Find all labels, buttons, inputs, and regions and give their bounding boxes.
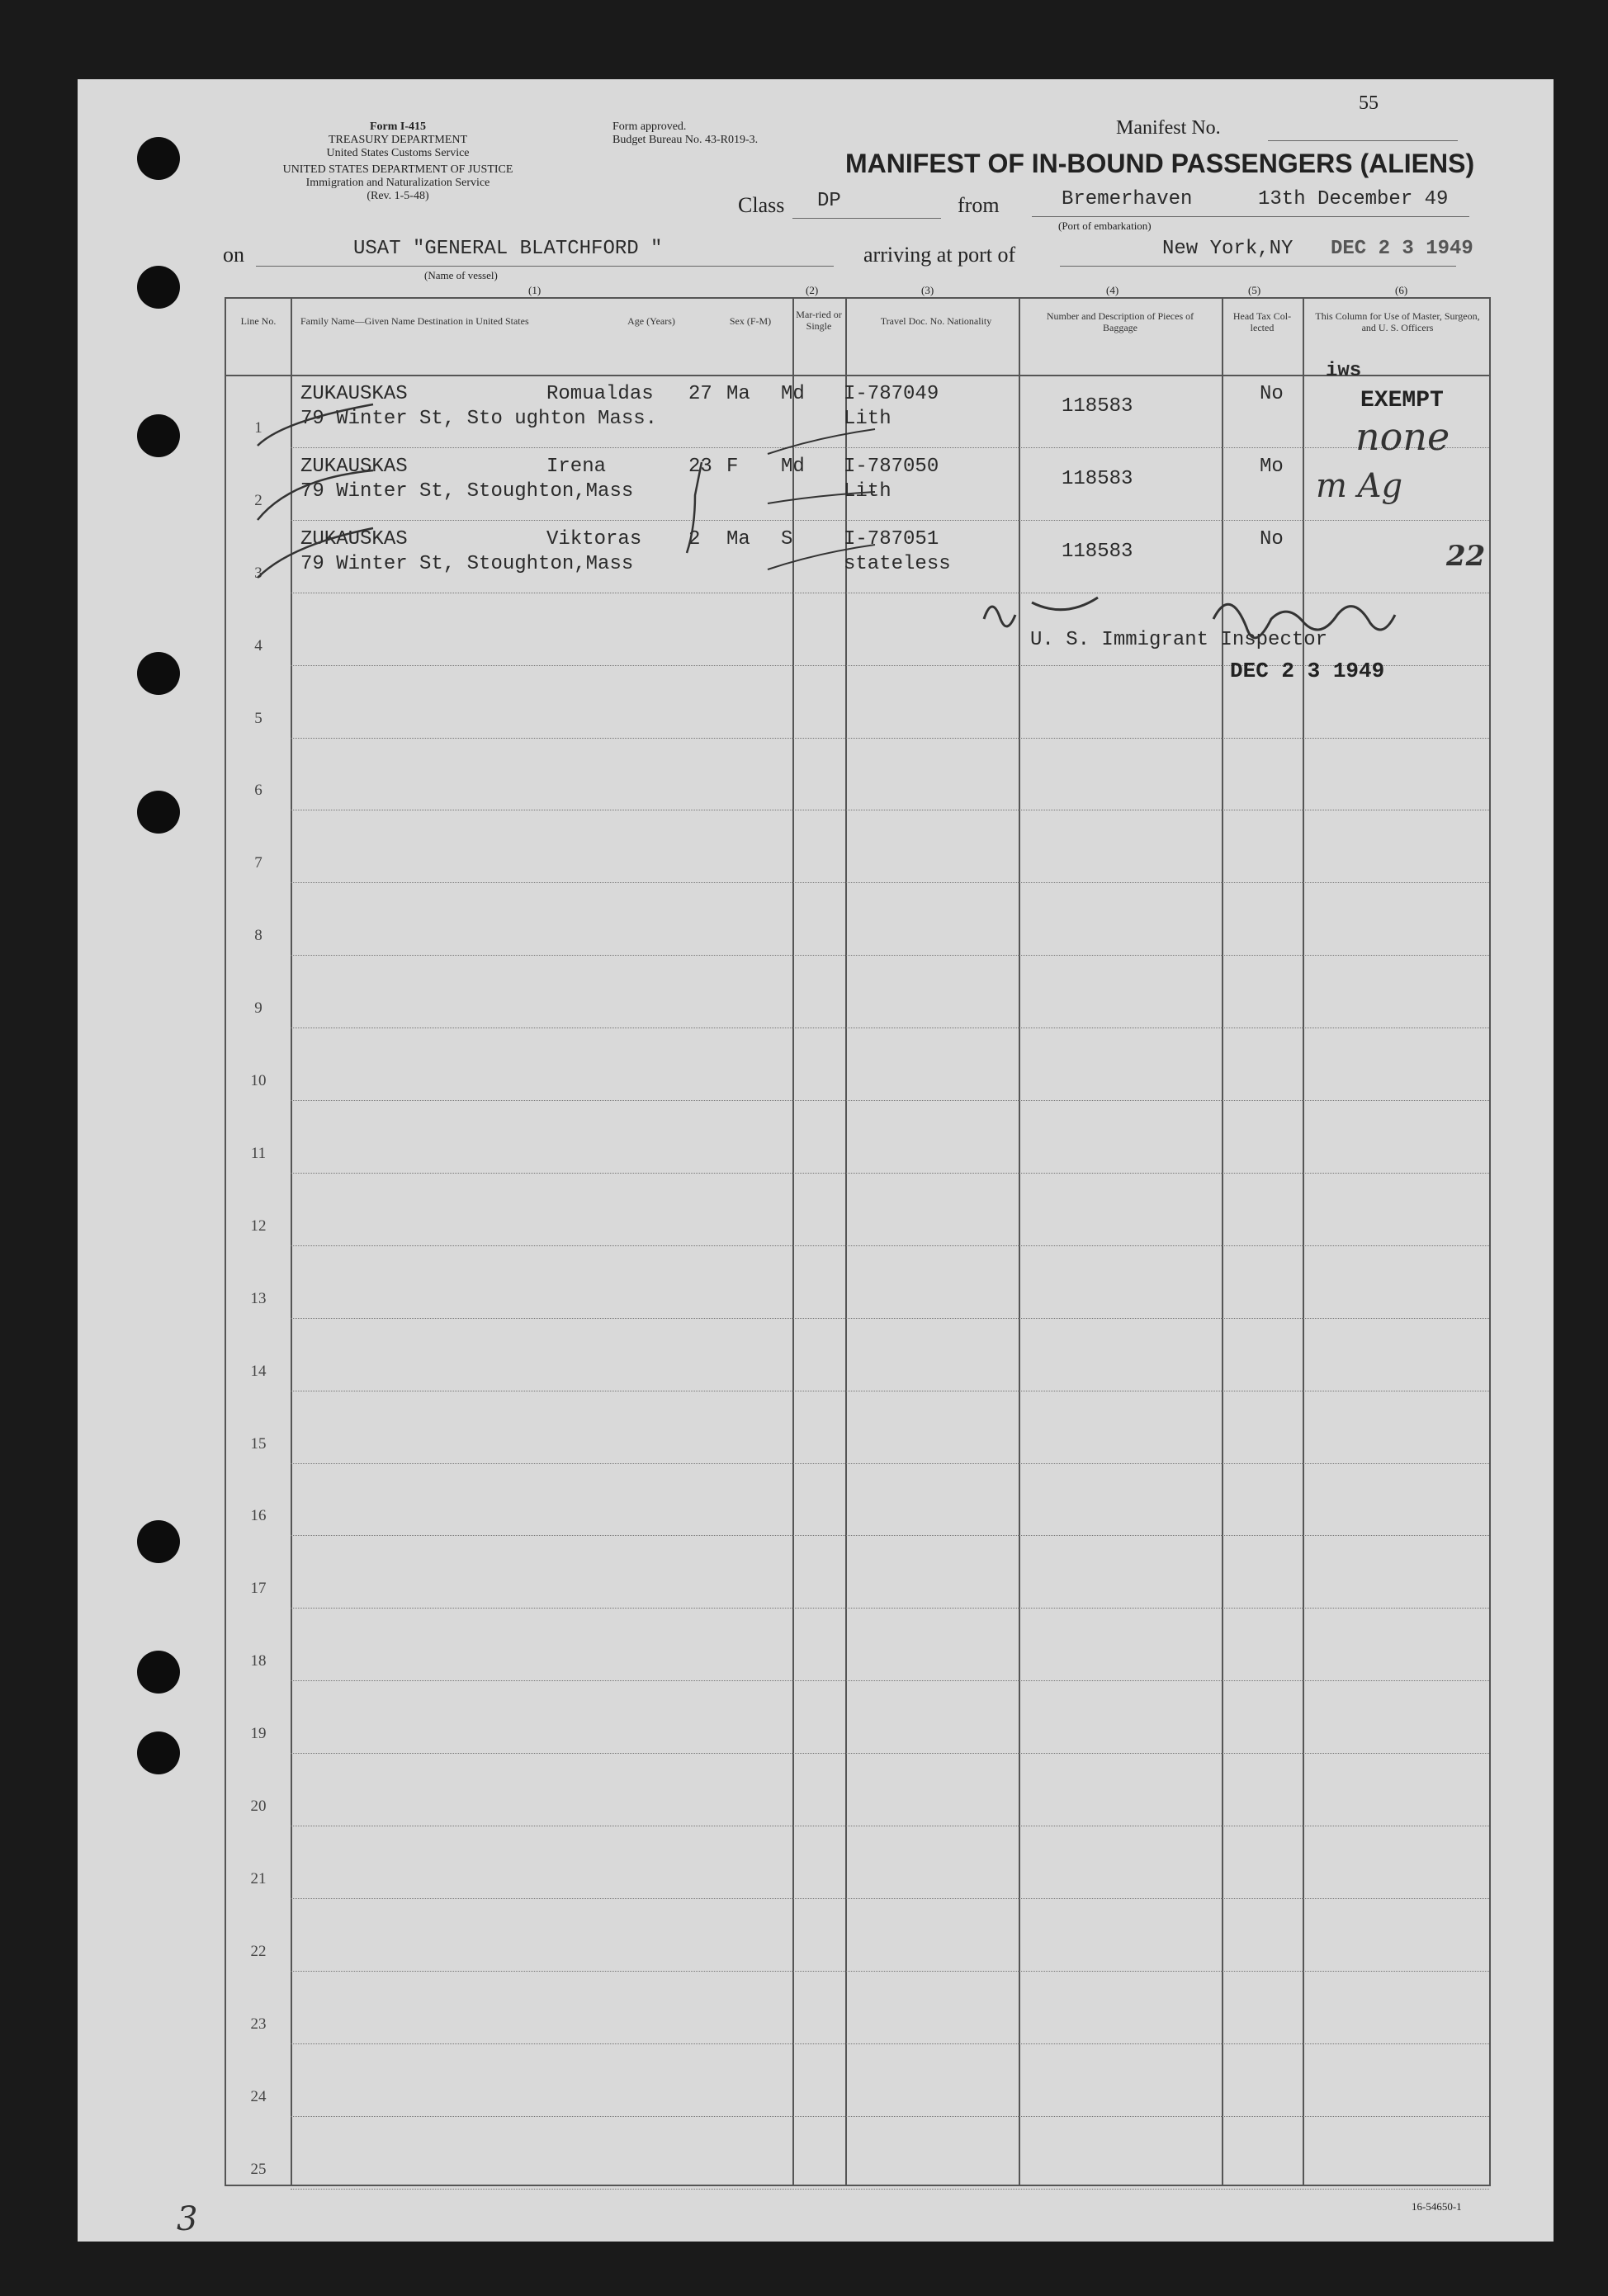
line-number: 22 bbox=[250, 1942, 267, 1960]
line-number: 3 bbox=[254, 564, 262, 582]
row-rule bbox=[291, 1245, 1489, 1246]
row-rule bbox=[291, 1100, 1489, 1101]
row-rule bbox=[291, 1535, 1489, 1536]
passenger-nationality: Lith bbox=[844, 408, 891, 430]
line-number: 18 bbox=[250, 1652, 267, 1670]
punch-hole bbox=[137, 414, 180, 457]
passenger-destination: 79 Winter St, Sto ughton Mass. bbox=[300, 408, 658, 430]
line-number: 13 bbox=[250, 1289, 267, 1307]
line-number: 5 bbox=[254, 709, 262, 727]
justice-dept: UNITED STATES DEPARTMENT OF JUSTICE bbox=[282, 163, 513, 176]
handwritten-note-3: 22 bbox=[1446, 540, 1486, 573]
col-head-officers: This Column for Use of Master, Surgeon, and U. S. Officers bbox=[1315, 310, 1480, 333]
line-number: 1 bbox=[254, 418, 262, 437]
line-number: 20 bbox=[250, 1798, 267, 1815]
class-label: Class bbox=[738, 193, 785, 217]
passenger-marital-status: Md bbox=[781, 383, 805, 405]
iws-mark: iws bbox=[1326, 360, 1362, 382]
passenger-travel-doc: I-787049 bbox=[844, 383, 939, 405]
col-num-5: (5) bbox=[1248, 284, 1261, 296]
line-number: 21 bbox=[250, 1869, 267, 1887]
row-rule bbox=[291, 1318, 1489, 1319]
form-approval bbox=[612, 120, 758, 147]
col-head-married: Mar-ried or Single bbox=[796, 309, 842, 332]
row-rule bbox=[291, 882, 1489, 883]
line-number: 12 bbox=[250, 1217, 267, 1235]
from-line bbox=[1032, 216, 1469, 217]
class-line bbox=[792, 218, 941, 219]
line-number: 16 bbox=[250, 1507, 267, 1525]
manifest-no-label: Manifest No. bbox=[1116, 117, 1221, 139]
passenger-head-tax: Mo bbox=[1260, 455, 1284, 478]
passenger-nationality: Lith bbox=[844, 480, 891, 503]
passenger-marital-status: S bbox=[781, 527, 793, 550]
row-rule bbox=[291, 1680, 1489, 1681]
arrival-port: New York,NY bbox=[1162, 238, 1293, 260]
row-rule bbox=[291, 2116, 1489, 2117]
col-head-line: Line No. bbox=[240, 315, 277, 327]
row-rule bbox=[291, 955, 1489, 956]
line-number: 14 bbox=[250, 1362, 267, 1380]
embark-port: Bremerhaven bbox=[1062, 188, 1193, 210]
punch-hole bbox=[137, 1731, 180, 1774]
row-rule bbox=[291, 1971, 1489, 1972]
col-num-6: (6) bbox=[1395, 284, 1408, 296]
budget-text: Budget Bureau No. 43-R019-3. bbox=[612, 134, 759, 146]
form-header-left bbox=[216, 120, 579, 203]
passenger-age: 2 bbox=[688, 527, 701, 550]
col-head-tax: Head Tax Col-lected bbox=[1232, 310, 1292, 333]
line-number: 15 bbox=[250, 1434, 267, 1453]
check-marks bbox=[239, 396, 933, 611]
line-number: 10 bbox=[250, 1072, 267, 1089]
line-number: 23 bbox=[250, 2015, 267, 2033]
punch-hole bbox=[137, 1651, 180, 1694]
line-number: 8 bbox=[254, 927, 262, 945]
page-number: 55 bbox=[1359, 92, 1379, 114]
passenger-given-name: Irena bbox=[546, 455, 607, 478]
row-rule bbox=[291, 1173, 1489, 1174]
punch-hole bbox=[137, 791, 180, 834]
treasury-dept: TREASURY DEPARTMENT bbox=[328, 134, 468, 146]
form-id: Form I-415 bbox=[369, 120, 427, 133]
col-num-4: (4) bbox=[1106, 284, 1119, 296]
footer-code: 16-54650-1 bbox=[1412, 2200, 1462, 2213]
col-num-1: (1) bbox=[528, 284, 542, 296]
passenger-destination: 79 Winter St, Stoughton,Mass bbox=[300, 480, 634, 503]
line-number: 19 bbox=[250, 1725, 267, 1743]
revision: (Rev. 1-5-48) bbox=[367, 190, 429, 202]
passenger-family-name: ZUKAUSKAS bbox=[300, 455, 408, 478]
passenger-destination: 79 Winter St, Stoughton,Mass bbox=[300, 552, 634, 575]
row-rule bbox=[291, 1753, 1489, 1754]
inspector-label: U. S. Immigrant Inspector bbox=[1030, 629, 1328, 651]
handwritten-note-1: none bbox=[1355, 414, 1450, 459]
row-rule bbox=[291, 2189, 1489, 2190]
passenger-marital-status: Md bbox=[781, 455, 805, 478]
row-rule bbox=[291, 738, 1489, 739]
inspector-date-stamp: DEC 2 3 1949 bbox=[1230, 659, 1385, 683]
handwritten-note-2: m Ag bbox=[1316, 467, 1403, 505]
passenger-baggage: 118583 bbox=[1062, 395, 1133, 418]
passenger-sex: Ma bbox=[726, 527, 750, 550]
punch-hole bbox=[137, 266, 180, 309]
line-number: 7 bbox=[254, 854, 262, 872]
line-number: 25 bbox=[250, 2160, 267, 2178]
passenger-nationality: stateless bbox=[844, 552, 951, 575]
arrival-line bbox=[1060, 266, 1456, 267]
line-number: 2 bbox=[254, 491, 262, 509]
line-number: 17 bbox=[250, 1580, 267, 1598]
passenger-travel-doc: I-787050 bbox=[844, 455, 939, 478]
line-number: 4 bbox=[254, 636, 262, 654]
manifest-no-line bbox=[1268, 140, 1458, 141]
col-head-sex: Sex (F-M) bbox=[729, 315, 772, 327]
header-rule bbox=[226, 375, 1489, 376]
line-number: 11 bbox=[250, 1144, 267, 1162]
col-head-baggage: Number and Description of Pieces of Baggage bbox=[1046, 310, 1194, 333]
passenger-head-tax: No bbox=[1260, 527, 1284, 550]
col-num-2: (2) bbox=[806, 284, 819, 296]
approved-text: Form approved. bbox=[612, 120, 687, 133]
passenger-baggage: 118583 bbox=[1062, 540, 1133, 563]
embark-caption: (Port of embarkation) bbox=[1058, 220, 1152, 232]
passenger-baggage: 118583 bbox=[1062, 467, 1133, 490]
passenger-given-name: Romualdas bbox=[546, 383, 654, 405]
vessel-line bbox=[256, 266, 834, 267]
line-number: 9 bbox=[254, 999, 262, 1018]
from-label: from bbox=[958, 193, 1000, 217]
arriving-label: arriving at port of bbox=[863, 243, 1016, 267]
inspector-signature bbox=[974, 569, 1436, 693]
on-label: on bbox=[223, 243, 244, 267]
vessel-name: USAT "GENERAL BLATCHFORD " bbox=[353, 238, 663, 260]
vessel-caption: (Name of vessel) bbox=[424, 269, 498, 281]
passenger-age: 23 bbox=[688, 455, 712, 478]
col-head-travel: Travel Doc. No. Nationality bbox=[880, 315, 992, 327]
manifest-title: MANIFEST OF IN-BOUND PASSENGERS (ALIENS) bbox=[845, 149, 1475, 178]
passenger-family-name: ZUKAUSKAS bbox=[300, 527, 408, 550]
ins-service: Immigration and Naturalization Service bbox=[305, 177, 490, 189]
margin-mark: 3 bbox=[177, 2200, 198, 2238]
col-num-3: (3) bbox=[921, 284, 934, 296]
col-head-name: Family Name—Given Name Destination in United States bbox=[300, 315, 529, 327]
exempt-stamp: EXEMPT bbox=[1360, 388, 1444, 413]
punch-hole bbox=[137, 652, 180, 695]
passenger-age: 27 bbox=[688, 383, 712, 405]
passenger-family-name: ZUKAUSKAS bbox=[300, 383, 408, 405]
passenger-given-name: Viktoras bbox=[546, 527, 642, 550]
punch-hole bbox=[137, 137, 180, 180]
col-head-age: Age (Years) bbox=[627, 315, 675, 327]
punch-hole bbox=[137, 1520, 180, 1563]
row-rule bbox=[291, 1898, 1489, 1899]
customs-service: United States Customs Service bbox=[326, 147, 470, 159]
line-number: 24 bbox=[250, 2087, 267, 2105]
row-rule bbox=[291, 1463, 1489, 1464]
passenger-head-tax: No bbox=[1260, 383, 1284, 405]
passenger-sex: Ma bbox=[726, 383, 750, 405]
class-value: DP bbox=[817, 190, 841, 212]
row-rule bbox=[291, 1608, 1489, 1609]
arrival-date-stamp: DEC 2 3 1949 bbox=[1331, 238, 1473, 260]
embark-date: 13th December 49 bbox=[1258, 188, 1449, 210]
row-rule bbox=[291, 2043, 1489, 2044]
passenger-travel-doc: I-787051 bbox=[844, 527, 939, 550]
line-number: 6 bbox=[254, 782, 262, 800]
passenger-sex: F bbox=[726, 455, 739, 478]
